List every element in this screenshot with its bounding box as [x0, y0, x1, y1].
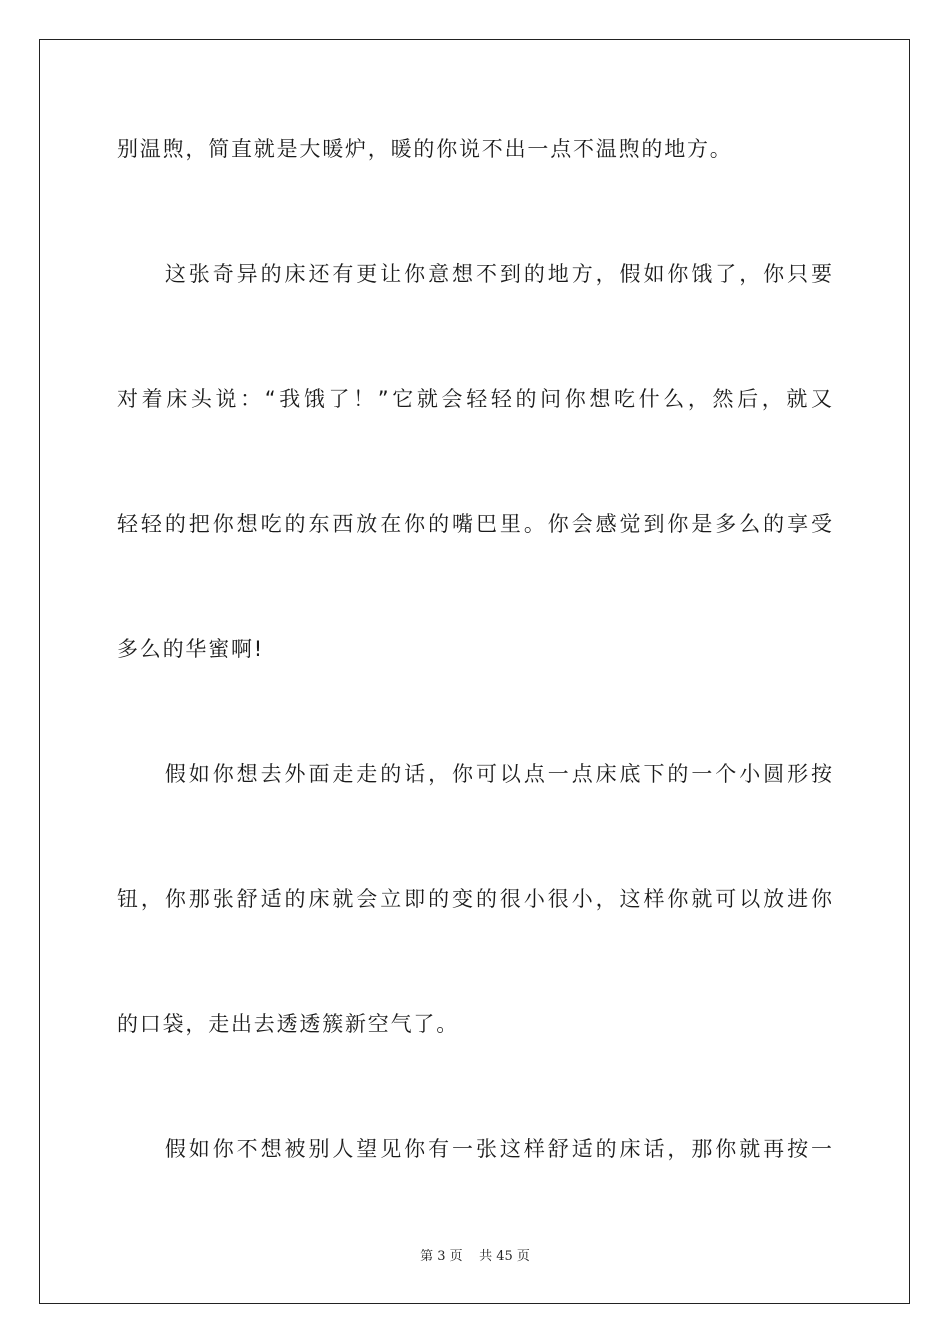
text-line: 假如你不想被别人望见你有一张这样舒适的床话，那你就再按一 — [117, 1137, 832, 1161]
text-line: 多么的华蜜啊! — [117, 637, 265, 661]
text-line: 假如你想去外面走走的话，你可以点一点床底下的一个小圆形按 — [117, 762, 832, 786]
text-line: 钮，你那张舒适的床就会立即的变的很小很小，这样你就可以放进你 — [117, 887, 832, 911]
text-line: 别温煦，简直就是大暖炉，暖的你说不出一点不温煦的地方。 — [117, 137, 733, 161]
text-line: 的口袋，走出去透透簇新空气了。 — [117, 1012, 459, 1036]
text-line: 对着床头说：“我饿了！”它就会轻轻的问你想吃什么，然后，就又 — [117, 387, 832, 411]
page-number: 第 3 页 共 45 页 — [420, 1249, 530, 1264]
text-line: 轻轻的把你想吃的东西放在你的嘴巴里。你会感觉到你是多么的享受 — [117, 512, 832, 536]
text-line: 这张奇异的床还有更让你意想不到的地方，假如你饿了，你只要 — [117, 262, 832, 286]
page-border — [39, 39, 910, 1304]
